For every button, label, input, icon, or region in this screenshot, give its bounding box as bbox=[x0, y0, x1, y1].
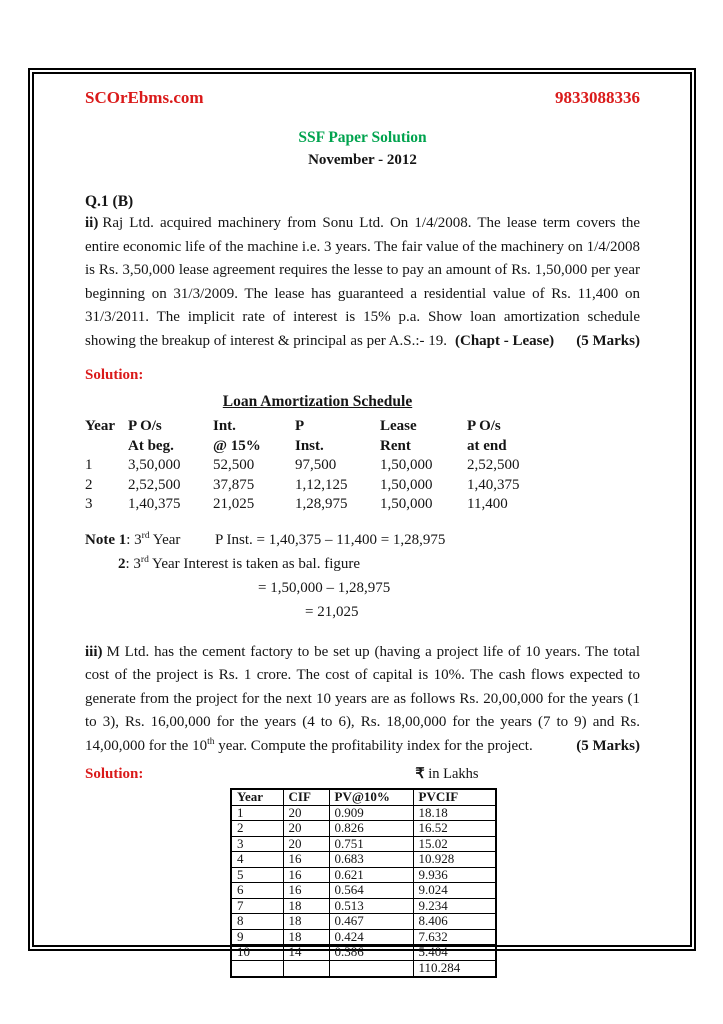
marks-ii: (5 Marks) bbox=[576, 332, 640, 349]
amort-cell: 1,40,375 bbox=[467, 476, 520, 493]
question-iii-body-b: year. Compute the profitability index for the project. bbox=[214, 737, 533, 754]
amort-cell: 2,52,500 bbox=[128, 476, 181, 493]
page-border-frame bbox=[28, 68, 696, 976]
pvcif-total: 110.284 bbox=[413, 961, 496, 977]
unit-label: ₹ in Lakhs bbox=[415, 766, 479, 782]
amort-header: at end bbox=[467, 437, 507, 454]
note-1-calc: P Inst. = 1,40,375 – 11,400 = 1,28,975 bbox=[215, 531, 446, 548]
col-header-cif: CIF bbox=[283, 789, 329, 805]
table-row: 4 16 0.683 10.928 bbox=[231, 852, 496, 868]
notes-block bbox=[85, 528, 640, 624]
profitability-index-table bbox=[230, 788, 497, 978]
table-row: 3 20 0.751 15.02 bbox=[231, 836, 496, 852]
question-ii-body: Raj Ltd. acquired machinery from Sonu Ltd. On 1/4/2008. The lease term covers the entire economic life of the machine i.e. 3 years. The fair value of the machinery on 1/4/2008 is Rs. 3,50,000 lease agreement requires the lesse to pay an amount of Rs. 1,50,000 per year beginning on 31/3/2009. The lease has guaranteed a residential value of Rs. 11,400 on 31/3/2011. The implicit rate of interest is 15% p.a. Show loan amortization schedule showing the breakup of interest & principal as per A.S.:- 19. bbox=[85, 215, 640, 349]
site-name: SCOrEbms.com bbox=[85, 88, 204, 107]
amort-header: P O/s bbox=[128, 418, 162, 434]
amortization-schedule bbox=[85, 393, 550, 515]
amort-header: Year bbox=[85, 418, 115, 434]
note-2-calc-line1: = 1,50,000 – 1,28,975 bbox=[258, 579, 391, 596]
table-total-row bbox=[231, 961, 496, 977]
amort-header: Inst. bbox=[295, 437, 324, 454]
solution-row-2 bbox=[85, 766, 640, 783]
question-ii-paragraph bbox=[85, 212, 640, 353]
question-iii-paragraph bbox=[85, 641, 640, 759]
amort-cell: 11,400 bbox=[467, 496, 508, 512]
paper-date: November - 2012 bbox=[308, 152, 417, 168]
marks-iii: (5 Marks) bbox=[576, 737, 640, 754]
table-row: 8 18 0.467 8.406 bbox=[231, 914, 496, 930]
rupee-symbol: ₹ bbox=[415, 766, 425, 782]
col-header-pvcif: PVCIF bbox=[413, 789, 496, 805]
table-header-row bbox=[231, 789, 496, 805]
note-2-calc-line2: = 21,025 bbox=[305, 603, 359, 620]
question-heading: Q.1 (B) bbox=[85, 193, 134, 210]
amort-cell: 1 bbox=[85, 457, 93, 473]
amort-header: Lease bbox=[380, 418, 417, 434]
amort-cell: 1,12,125 bbox=[295, 476, 348, 493]
part-label-ii: ii) bbox=[85, 215, 99, 231]
amort-header bbox=[85, 437, 128, 457]
table-row: 7 18 0.513 9.234 bbox=[231, 898, 496, 914]
schedule-title: Loan Amortization Schedule bbox=[222, 393, 413, 410]
amort-header: At beg. bbox=[128, 437, 174, 454]
table-row: 10 14 0.386 5.404 bbox=[231, 945, 496, 961]
amort-cell: 2 bbox=[85, 476, 93, 493]
amort-cell: 37,875 bbox=[213, 476, 255, 493]
amort-header: Int. bbox=[213, 418, 236, 434]
table-row: 2 20 0.826 16.52 bbox=[231, 821, 496, 837]
phone-number: 9833088336 bbox=[555, 88, 640, 107]
amort-cell: 97,500 bbox=[295, 457, 337, 473]
ordinal-superscript: th bbox=[207, 736, 215, 747]
amort-header: @ 15% bbox=[213, 437, 261, 454]
amort-cell: 1,50,000 bbox=[380, 496, 433, 512]
amort-cell: 1,50,000 bbox=[380, 476, 433, 493]
solution-label-2: Solution: bbox=[85, 766, 144, 782]
amort-cell: 52,500 bbox=[213, 457, 255, 473]
amort-cell: 2,52,500 bbox=[467, 457, 520, 473]
question-iii-body-a: M Ltd. has the cement factory to be set up (having a project life of 10 years. The total cost of the project is Rs. 1 crore. The cost of capital is 10%. The cash flows expected to generate from the project for the next 10 years are as follows Rs. 20,00,000 for the years (1 to 3), Rs. 16,00,000 for the years (4 to 6), Rs. 18,00,000 for the years (7 to 9) and Rs. 14,00,000 for the 10 bbox=[85, 643, 640, 754]
table-row: 5 16 0.621 9.936 bbox=[231, 867, 496, 883]
table-row: 6 16 0.564 9.024 bbox=[231, 883, 496, 899]
col-header-year: Year bbox=[231, 789, 283, 805]
note-2: 2: 3rd Year Interest is taken as bal. figure bbox=[118, 554, 361, 572]
chapter-tag: (Chapt - Lease) bbox=[455, 332, 555, 349]
part-label-iii: iii) bbox=[85, 643, 103, 660]
col-header-pv: PV@10% bbox=[329, 789, 413, 805]
amort-cell: 1,40,375 bbox=[128, 496, 181, 512]
table-row: 9 18 0.424 7.632 bbox=[231, 929, 496, 945]
solution-label-1: Solution: bbox=[85, 367, 144, 383]
table-row: 1 20 0.909 18.18 bbox=[231, 805, 496, 821]
amort-cell: 3 bbox=[85, 496, 93, 512]
note-1: Note 1: 3rd Year P Inst. = 1,40,375 – 11,400 = 1,28,975 bbox=[85, 530, 446, 548]
amort-header: P O/s bbox=[467, 418, 501, 434]
amort-cell: 1,50,000 bbox=[380, 457, 433, 473]
amort-header: P bbox=[295, 418, 305, 434]
paper-title: SSF Paper Solution bbox=[298, 129, 427, 146]
amort-cell: 1,28,975 bbox=[295, 496, 348, 512]
document-header bbox=[85, 88, 640, 108]
amort-cell: 3,50,000 bbox=[128, 457, 181, 473]
amortization-table bbox=[85, 417, 550, 515]
amort-header: Rent bbox=[380, 437, 411, 454]
amort-cell: 21,025 bbox=[213, 496, 255, 512]
